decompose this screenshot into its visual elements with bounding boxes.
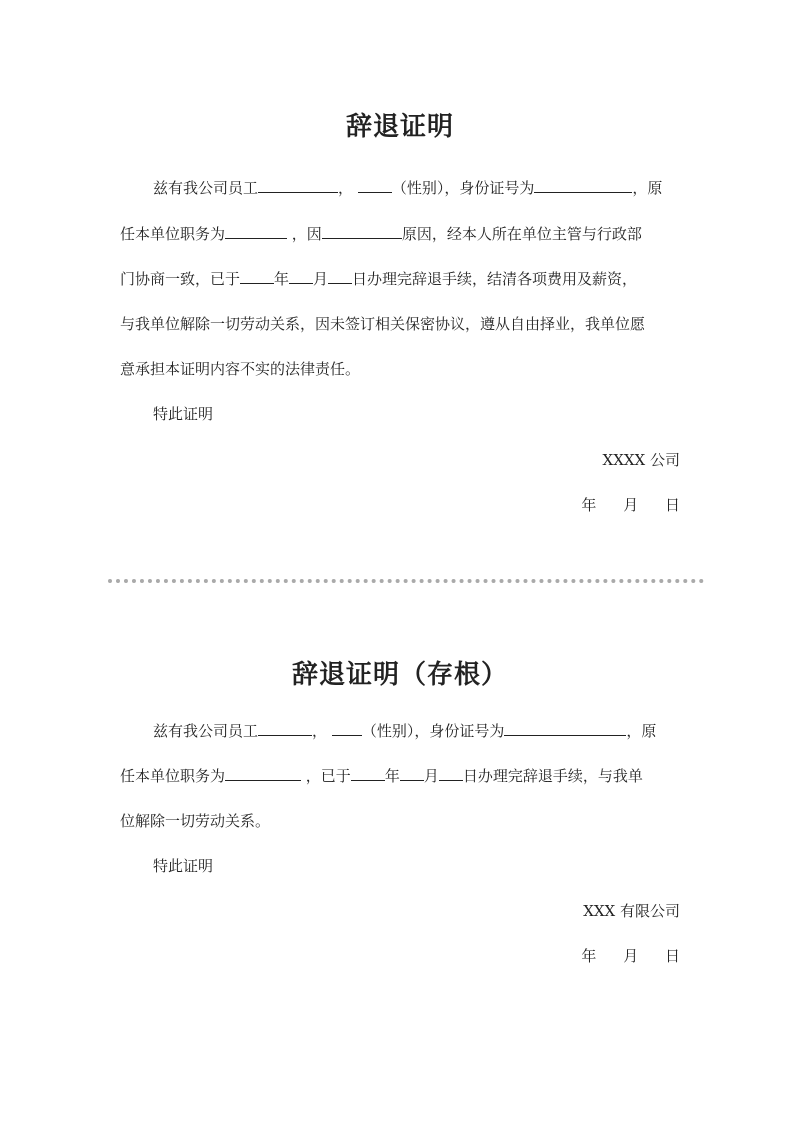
text: 日办理完辞退手续，结清各项费用及薪资， xyxy=(352,270,638,288)
stub-line-1 xyxy=(153,719,656,742)
month-blank[interactable] xyxy=(289,267,313,284)
id-number-blank[interactable] xyxy=(534,176,632,193)
text: 月 xyxy=(313,270,329,288)
certificate-line-3 xyxy=(120,267,637,290)
certificate-company: XXXX 公司 xyxy=(602,451,680,469)
text: （性别），身份证号为 xyxy=(391,179,535,197)
text: （性别），身份证号为 xyxy=(361,722,505,740)
certificate-line-4: 与我单位解除一切劳动关系，因未签订相关保密协议，遵从自由择业，我单位愿 xyxy=(120,315,646,333)
position-blank[interactable] xyxy=(225,764,301,781)
stub-line-2 xyxy=(120,764,643,787)
gender-blank[interactable] xyxy=(332,719,362,736)
text: 年 xyxy=(384,767,400,785)
text: ，原 xyxy=(626,722,657,740)
date-day: 日 xyxy=(664,947,680,965)
text: ，已于 xyxy=(305,767,351,785)
stub-closing: 特此证明 xyxy=(153,857,214,875)
month-blank[interactable] xyxy=(400,764,424,781)
certificate-closing: 特此证明 xyxy=(153,405,214,423)
year-blank[interactable] xyxy=(351,764,385,781)
employee-name-blank[interactable] xyxy=(258,176,338,193)
date-day: 日 xyxy=(664,496,680,514)
text: 月 xyxy=(423,767,439,785)
text: 兹有我公司员工 xyxy=(153,722,259,740)
cut-line-divider xyxy=(108,579,704,583)
year-blank[interactable] xyxy=(240,267,274,284)
text: 兹有我公司员工 xyxy=(153,179,259,197)
text: 日办理完辞退手续，与我单 xyxy=(462,767,643,785)
stub-title: 辞退证明（存根） xyxy=(291,660,508,690)
text: 门协商一致，已于 xyxy=(120,270,241,288)
text: 原因，经本人所在单位主管与行政部 xyxy=(401,225,642,243)
certificate-date xyxy=(581,494,680,516)
reason-blank[interactable] xyxy=(322,222,402,239)
gender-blank[interactable] xyxy=(358,176,392,193)
certificate-line-1 xyxy=(153,176,662,199)
id-number-blank[interactable] xyxy=(504,719,626,736)
text: ， xyxy=(338,179,354,197)
position-blank[interactable] xyxy=(225,222,287,239)
text: 年 xyxy=(274,270,290,288)
certificate-line-2 xyxy=(120,222,642,245)
text: ，原 xyxy=(632,179,663,197)
text: 任本单位职务为 xyxy=(120,767,226,785)
date-month: 月 xyxy=(623,947,639,965)
day-blank[interactable] xyxy=(328,267,352,284)
certificate-line-5: 意承担本证明内容不实的法律责任。 xyxy=(120,360,361,378)
stub-company: XXX 有限公司 xyxy=(583,902,680,920)
employee-name-blank[interactable] xyxy=(258,719,312,736)
date-year: 年 xyxy=(581,947,597,965)
day-blank[interactable] xyxy=(439,764,463,781)
date-year: 年 xyxy=(581,496,597,514)
stub-line-3: 位解除一切劳动关系。 xyxy=(120,812,271,830)
text: ，因 xyxy=(291,225,322,243)
stub-date xyxy=(581,945,680,967)
text: ， xyxy=(312,722,328,740)
text: 任本单位职务为 xyxy=(120,225,226,243)
date-month: 月 xyxy=(623,496,639,514)
certificate-title: 辞退证明 xyxy=(345,112,454,142)
